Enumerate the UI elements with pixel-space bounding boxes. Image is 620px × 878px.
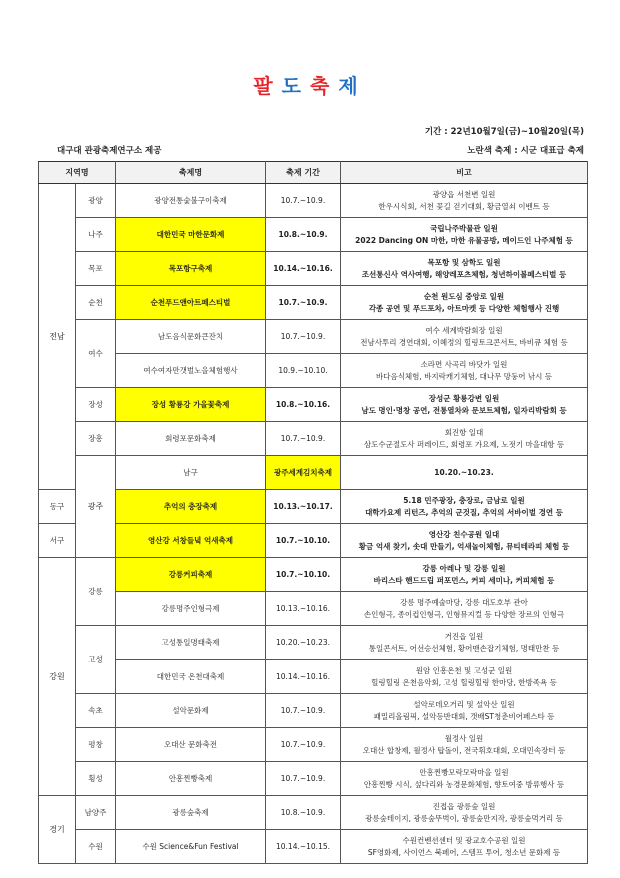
festival-period-cell: 10.9.~10.10. [266, 354, 341, 388]
table-header-row [39, 162, 588, 184]
festival-name: 광주세계김치축제 [266, 456, 341, 490]
festival-period-cell: 10.14.~10.16. [266, 252, 341, 286]
table-row [39, 422, 588, 456]
note-activities: 대학가요제 리턴즈, 추억의 군것질, 추억의 서바이벌 경연 등 [365, 507, 563, 517]
note-location: 거진읍 일원 [444, 631, 484, 641]
festival-name: 설악문화제 [116, 694, 266, 728]
note-location: 진접읍 광릉숲 일원 [432, 801, 496, 811]
note-location: 목포항 및 삼학도 일원 [427, 257, 501, 267]
subregion-cell: 속초 [76, 694, 116, 728]
festival-note [341, 354, 588, 388]
table-row [39, 320, 588, 354]
note-location: 장성군 황룡강변 일원 [428, 393, 500, 403]
table-row [39, 796, 588, 830]
note-location: 순천 원도심 중앙로 일원 [423, 291, 505, 301]
region-cell: 강원 [39, 558, 76, 796]
table-row [39, 524, 588, 558]
subregion-cell: 서구 [39, 524, 76, 558]
festival-period-cell: 10.20.~10.23. [266, 626, 341, 660]
table-row [39, 728, 588, 762]
header-festival: 축제명 [116, 162, 266, 184]
region-cell: 경기 [39, 796, 76, 864]
table-row [39, 762, 588, 796]
note-activities: 오대산 합창제, 월정사 탑돌이, 전국휘호대회, 오대민속장터 등 [362, 745, 566, 755]
festival-period-cell: 10.7.~10.9. [266, 320, 341, 354]
subregion-cell: 순천 [76, 286, 116, 320]
note-activities: 손인형극, 종이컵인형극, 인형뮤지컬 등 다양한 장르의 인형극 [363, 609, 565, 619]
festival-name: 순천푸드앤아트페스티벌 [116, 286, 266, 320]
note-activities: 바다음식체험, 바지락캐기체험, 대나무 망둥어 낚시 등 [375, 371, 553, 381]
header-region: 지역명 [39, 162, 116, 184]
title-char-3: 축 [310, 74, 339, 98]
subregion-cell: 동구 [39, 490, 76, 524]
subregion-cell: 여수 [76, 320, 116, 388]
table-row [39, 830, 588, 864]
festival-period-cell: 10.7.~10.9. [266, 728, 341, 762]
note-activities: 각종 공연 및 푸드포차, 아트마켓 등 다양한 체험행사 진행 [368, 303, 560, 313]
note-activities: 통일콘서트, 어선승선체험, 황어맨손잡기체험, 명태만찬 등 [368, 643, 560, 653]
note-location: 안흥찐빵모락모락마을 일원 [419, 767, 509, 777]
festival-note [341, 592, 588, 626]
table-row [39, 626, 588, 660]
festival-name: 광릉숲축제 [116, 796, 266, 830]
festival-name: 강릉명주인형극제 [116, 592, 266, 626]
festival-period-cell: 10.7.~10.9. [266, 694, 341, 728]
festival-period-cell: 10.7.~10.9. [266, 286, 341, 320]
table-row [39, 456, 588, 490]
festival-note [341, 626, 588, 660]
region-cell: 광주 [76, 456, 116, 558]
festival-period-cell: 10.13.~10.16. [266, 592, 341, 626]
title-char-2: 도 [281, 74, 310, 98]
festival-name: 장성 황룡강 가을꽃축제 [116, 388, 266, 422]
festival-name: 남도음식문화큰잔치 [116, 320, 266, 354]
festival-note [341, 184, 588, 218]
festival-period-cell: 10.7.~10.10. [266, 558, 341, 592]
subregion-cell: 횡성 [76, 762, 116, 796]
festival-name: 강릉커피축제 [116, 558, 266, 592]
table-row [39, 218, 588, 252]
table-row [39, 660, 588, 694]
note-location: 국립나주박물관 일원 [430, 223, 498, 233]
festival-note [341, 694, 588, 728]
note-location: 영산강 친수공원 일대 [428, 529, 500, 539]
table-row [39, 558, 588, 592]
note-location: 강릉 아레나 및 강릉 일원 [422, 563, 506, 573]
festival-period-cell: 10.7.~10.9. [266, 762, 341, 796]
festival-period-cell: 10.7.~10.9. [266, 184, 341, 218]
note-location: 5.18 민주광장, 충장로, 금남로 일원 [403, 495, 525, 505]
title-char-1: 팔 [253, 74, 282, 98]
subregion-cell: 남구 [116, 456, 266, 490]
subregion-cell: 수원 [76, 830, 116, 864]
note-location: 월정사 일원 [444, 733, 484, 743]
festival-period: 기간 : 22년10월7일(금)~10월20일(목) [424, 127, 584, 137]
subregion-cell: 평창 [76, 728, 116, 762]
subregion-cell: 장흥 [76, 422, 116, 456]
note-activities: 바리스타 핸드드립 퍼포먼스, 커피 세미나, 커피체험 등 [373, 575, 555, 585]
festival-note [341, 286, 588, 320]
festival-note [341, 218, 588, 252]
festival-period-cell: 10.14.~10.16. [266, 660, 341, 694]
festival-note [341, 796, 588, 830]
festival-note [341, 762, 588, 796]
header-period: 축제 기간 [266, 162, 341, 184]
festival-period-cell: 10.13.~10.17. [266, 490, 341, 524]
note-activities: 전남사투리 경연대회, 이혜정의 힐링토크콘서트, 바비큐 체험 등 [360, 337, 568, 347]
festival-name: 목포항구축제 [116, 252, 266, 286]
festival-name: 대한민국 마한문화제 [116, 218, 266, 252]
page-title [0, 70, 620, 99]
festival-note [341, 388, 588, 422]
note-activities: 2022 Dancing ON 마한, 마한 유물공방, 메이드인 나주체험 등 [355, 235, 573, 245]
festival-period-cell: 10.7.~10.9. [266, 422, 341, 456]
festival-name: 영산강 서창들녘 억새축제 [116, 524, 266, 558]
festival-name: 추억의 충장축제 [116, 490, 266, 524]
note-activities: 광릉숲테이지, 광릉숲뚜벅이, 광릉숲만지작, 광릉숲먹거리 등 [365, 813, 563, 823]
festival-note [341, 830, 588, 864]
note-location: 소라면 사곡리 바닷가 일원 [420, 359, 508, 369]
festival-period-cell: 10.20.~10.23. [341, 456, 588, 490]
note-location: 회진항 일대 [444, 427, 484, 437]
festival-note [341, 558, 588, 592]
note-activities: 힐링힐링 온천음악회, 고성 힐링힐링 한마당, 한방족욕 등 [371, 677, 557, 687]
header-note: 비고 [341, 162, 588, 184]
festival-period-cell: 10.8.~10.9. [266, 218, 341, 252]
festival-name: 광양전통숯불구이축제 [116, 184, 266, 218]
table-row [39, 490, 588, 524]
festival-note [341, 320, 588, 354]
festival-period-cell: 10.14.~10.15. [266, 830, 341, 864]
festival-note [341, 252, 588, 286]
festival-note [341, 728, 588, 762]
note-location: 설악로데오거리 및 설악산 일원 [413, 699, 515, 709]
festival-name: 회령포문화축제 [116, 422, 266, 456]
subregion-cell: 강릉 [76, 558, 116, 626]
note-activities: 삼도수군절도사 퍼레이드, 회령포 가요제, 노젓기 마을대항 등 [363, 439, 565, 449]
festival-name: 대한민국 온천대축제 [116, 660, 266, 694]
table-row [39, 184, 588, 218]
festival-note [341, 422, 588, 456]
note-activities: 안흥찐빵 시식, 섶다리와 농경문화체험, 향토여중 방류행사 등 [363, 779, 565, 789]
note-activities: 한우시식회, 서천 꽃길 걷기대회, 황금열쇠 이벤트 등 [378, 201, 550, 211]
subregion-cell: 목포 [76, 252, 116, 286]
subregion-cell: 남양주 [76, 796, 116, 830]
festival-period-cell: 10.8.~10.9. [266, 796, 341, 830]
note-activities: 패밀리올림픽, 설악등반대회, 갯배ST청춘비어페스타 등 [373, 711, 555, 721]
festival-name: 오대산 문화축전 [116, 728, 266, 762]
festival-period-cell: 10.8.~10.16. [266, 388, 341, 422]
legend-note: 노란색 축제 : 시군 대표급 축제 [467, 146, 584, 156]
note-location: 강릉 명주예술마당, 강릉 대도호부 관아 [400, 597, 528, 607]
festival-name: 고성통일명태축제 [116, 626, 266, 660]
festival-note [341, 660, 588, 694]
region-cell: 전남 [39, 184, 76, 490]
note-location: 광양읍 서천변 일원 [432, 189, 496, 199]
title-char-4: 제 [338, 74, 367, 98]
note-location: 수원컨벤션센터 및 광교호수공원 일원 [402, 835, 526, 845]
festival-name: 여수여자만갯벌노을체험행사 [116, 354, 266, 388]
table-row [39, 592, 588, 626]
festival-note [341, 490, 588, 524]
subregion-cell: 나주 [76, 218, 116, 252]
festival-table [38, 161, 588, 864]
table-row [39, 694, 588, 728]
festival-period-cell: 10.7.~10.10. [266, 524, 341, 558]
note-activities: 남도 명인·명창 공연, 전통열차와 문보트체험, 일자리박람회 등 [361, 405, 567, 415]
festival-note [341, 524, 588, 558]
subregion-cell: 장성 [76, 388, 116, 422]
subregion-cell: 고성 [76, 626, 116, 694]
table-row [39, 354, 588, 388]
festival-name: 안흥찐빵축제 [116, 762, 266, 796]
festival-name: 수원 Science&Fun Festival [116, 830, 266, 864]
note-location: 여수 세계박람회장 일원 [425, 325, 503, 335]
note-activities: 황금 억새 찾기, 솟대 만들기, 억새놀이체험, 뮤티테라피 체험 등 [358, 541, 570, 551]
note-activities: 조선통신사 역사여행, 해양레포츠체험, 청년하이볼페스티벌 등 [361, 269, 567, 279]
table-row [39, 252, 588, 286]
subregion-cell: 광양 [76, 184, 116, 218]
source-org: 대구대 관광축제연구소 제공 [57, 146, 162, 156]
table-row [39, 388, 588, 422]
note-activities: SF영화제, 사이언스 북페어, 스템프 투어, 청소년 문화제 등 [367, 847, 561, 857]
table-row [39, 286, 588, 320]
note-location: 원암 인흥온천 및 고성군 일원 [415, 665, 513, 675]
